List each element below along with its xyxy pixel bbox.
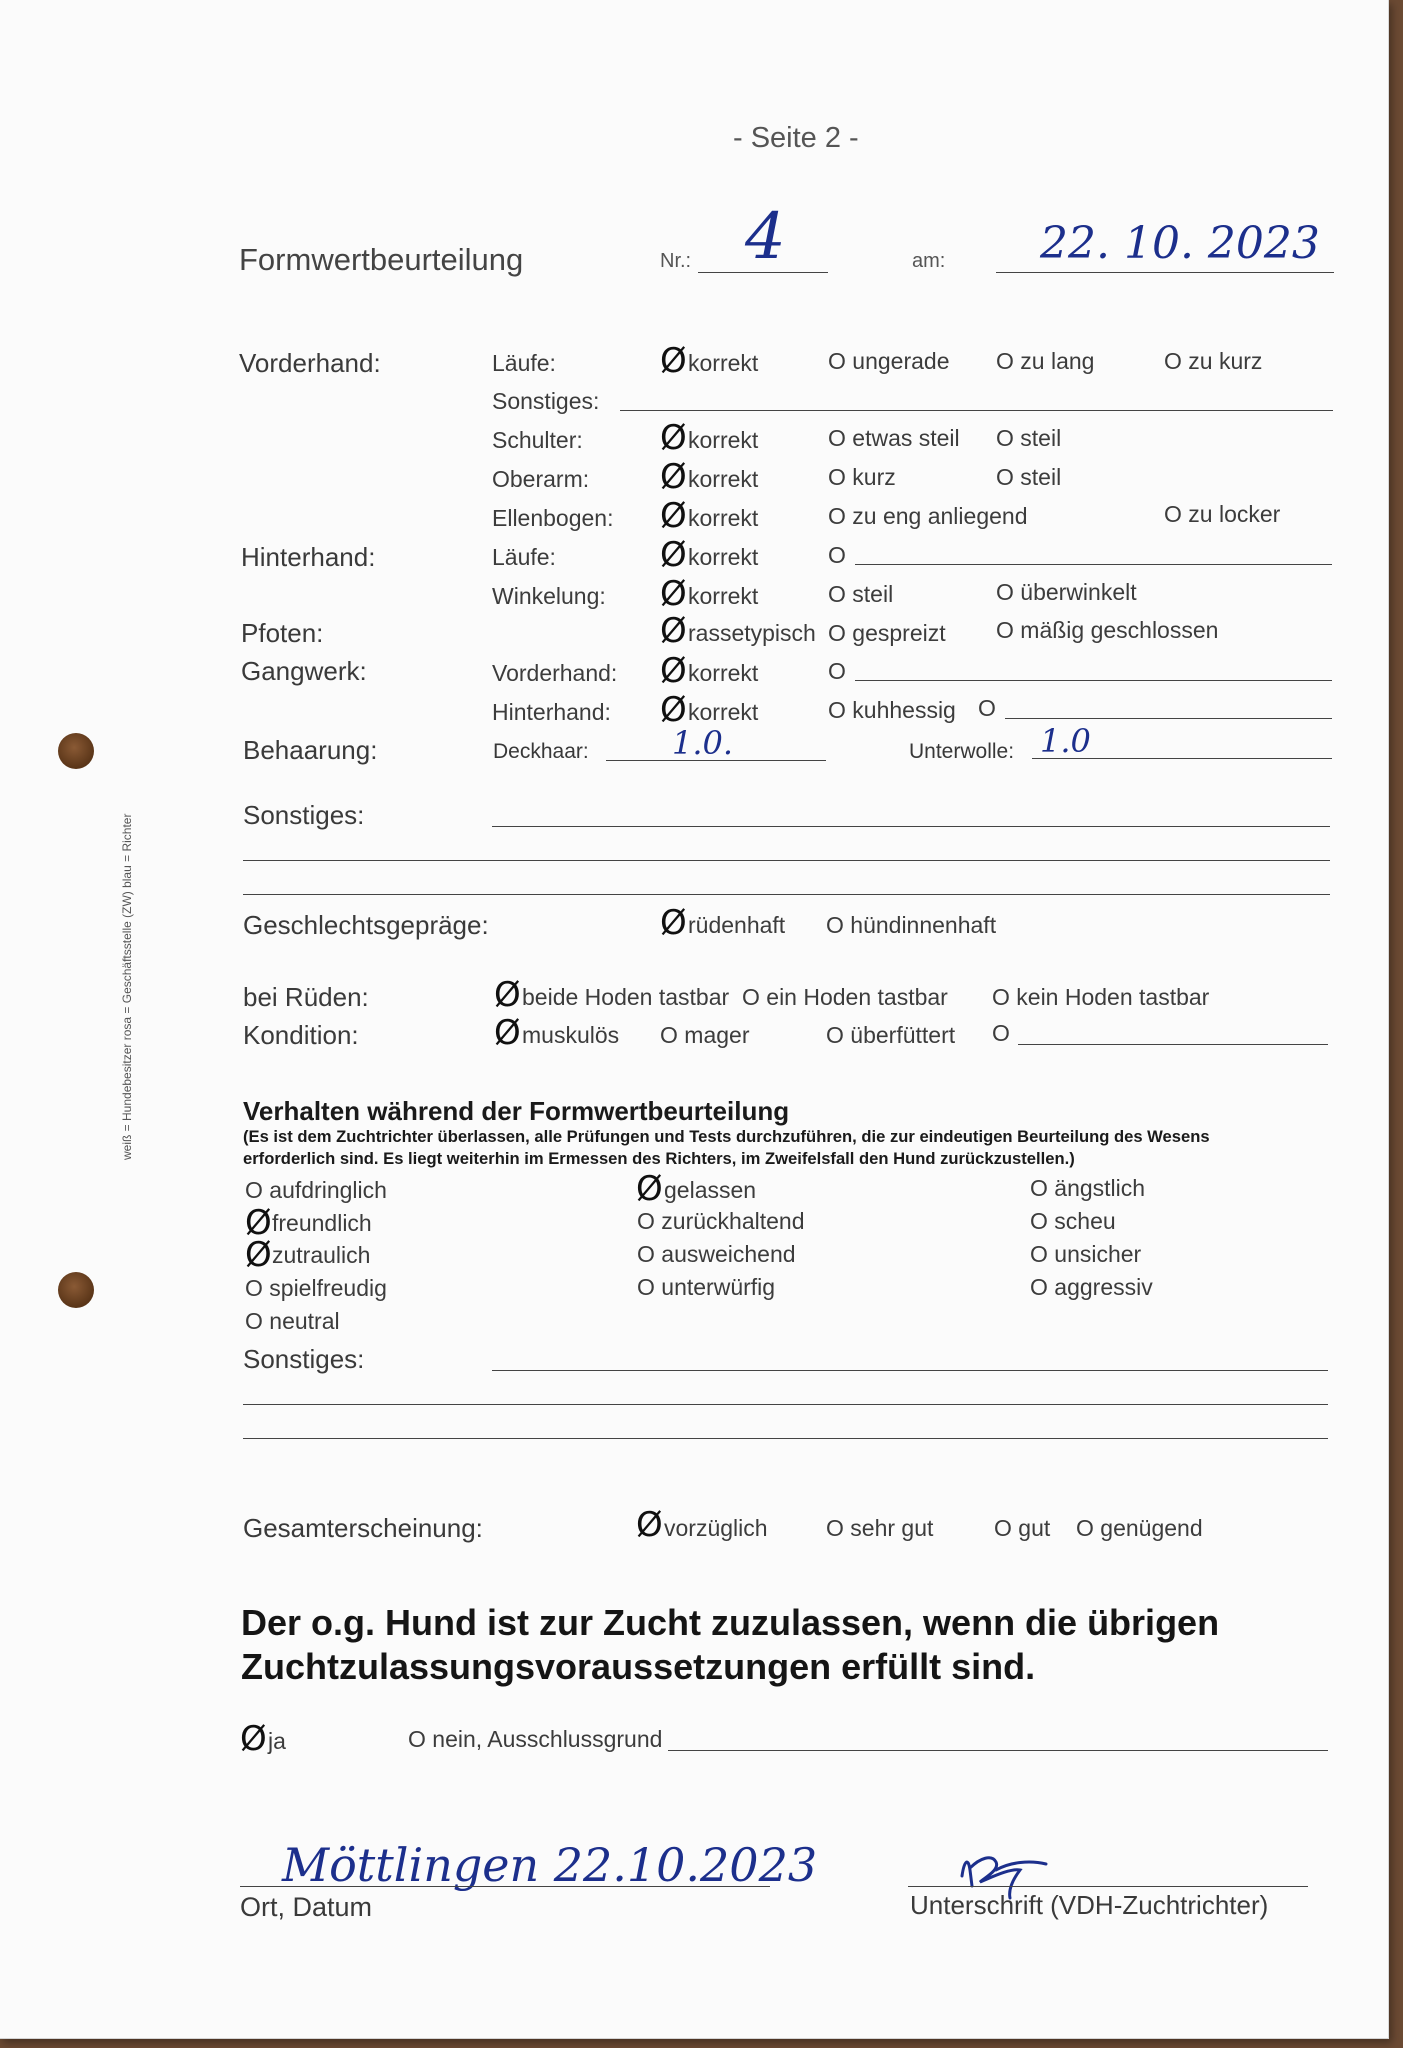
- decision-text: Der o.g. Hund ist zur Zucht zuzulassen, wenn die übrigen: [241, 1602, 1220, 1643]
- date-handwritten: 22. 10. 2023: [1040, 218, 1320, 269]
- behavior-option: O neutral: [245, 1308, 340, 1334]
- sonstiges-line: [620, 410, 1333, 411]
- option: O sehr gut: [826, 1515, 934, 1541]
- option: O hündinnenhaft: [826, 912, 997, 938]
- option: O gespreizt: [828, 620, 946, 646]
- label-kondition: Kondition:: [243, 1020, 359, 1050]
- checkmark: Ø: [660, 903, 687, 943]
- label-sonstiges: Sonstiges:: [243, 800, 365, 830]
- option-checked: korrekt: [688, 466, 759, 492]
- ort-datum-label: Ort, Datum: [240, 1892, 373, 1922]
- option-checked: korrekt: [688, 505, 759, 531]
- option-checked: rüdenhaft: [688, 912, 786, 938]
- option: O kurz: [828, 464, 896, 490]
- option-checked: korrekt: [688, 427, 759, 453]
- deckhaar-handwritten: 1.0.: [672, 724, 734, 762]
- option-checked: ja: [268, 1728, 286, 1754]
- punch-hole: [58, 733, 94, 769]
- option: O genügend: [1076, 1515, 1203, 1541]
- label-gangwerk: Gangwerk:: [241, 656, 367, 686]
- option-checked: korrekt: [688, 583, 759, 609]
- signature-label: Unterschrift (VDH-Zuchtrichter): [910, 1890, 1269, 1920]
- checkmark: Ø: [660, 651, 687, 691]
- option: O zu lang: [996, 348, 1095, 374]
- checkmark: Ø: [660, 690, 687, 730]
- behavior-option-checked: zutraulich: [272, 1242, 371, 1268]
- sonstiges-line: [243, 894, 1330, 895]
- behavior-option: O ausweichend: [637, 1241, 796, 1267]
- option: O ein Hoden tastbar: [742, 984, 948, 1010]
- sublabel-unterwolle: Unterwolle:: [909, 740, 1015, 763]
- sublabel-hinterhand: Hinterhand:: [492, 699, 611, 725]
- label-bei-rueden: bei Rüden:: [243, 982, 369, 1012]
- option: O kein Hoden tastbar: [992, 984, 1210, 1010]
- option: O steil: [996, 464, 1062, 490]
- nr-handwritten: 4: [745, 200, 786, 274]
- place-date-handwritten: Möttlingen 22.10.2023: [282, 1838, 818, 1892]
- checkmark: Ø: [245, 1203, 272, 1243]
- behavior-option: O unsicher: [1030, 1241, 1142, 1267]
- label-behaarung: Behaarung:: [243, 735, 378, 765]
- option-checked: muskulös: [522, 1022, 620, 1048]
- ort-datum-line: [240, 1886, 770, 1887]
- option: O etwas steil: [828, 425, 960, 451]
- option: O zu kurz: [1164, 348, 1263, 374]
- option: O: [828, 658, 846, 684]
- option-checked: korrekt: [688, 350, 759, 376]
- sonstiges-line: [243, 860, 1330, 861]
- label-gesamterscheinung: Gesamterscheinung:: [243, 1513, 483, 1543]
- label-hinterhand: Hinterhand:: [241, 542, 376, 572]
- checkmark: Ø: [660, 457, 687, 497]
- checkmark: Ø: [660, 418, 687, 458]
- option: O: [992, 1020, 1010, 1046]
- option: O zu eng anliegend: [828, 503, 1028, 529]
- option: O ungerade: [828, 348, 950, 374]
- g-hinterhand-line: [1005, 718, 1332, 719]
- checkmark: Ø: [660, 535, 687, 575]
- label-vorderhand: Vorderhand:: [239, 348, 381, 378]
- behavior-option: O scheu: [1030, 1208, 1116, 1234]
- checkmark: Ø: [660, 496, 687, 536]
- behavior-option: O unterwürfig: [637, 1274, 776, 1300]
- checkmark: Ø: [660, 341, 687, 381]
- ausschlussgrund-line: [668, 1750, 1328, 1751]
- option: O gut: [994, 1515, 1051, 1541]
- option-checked: korrekt: [688, 699, 759, 725]
- sublabel-laeufe: Läufe:: [492, 544, 556, 570]
- option: O: [978, 695, 996, 721]
- sublabel-schulter: Schulter:: [492, 427, 583, 453]
- sublabel-oberarm: Oberarm:: [492, 466, 590, 492]
- option-checked: korrekt: [688, 544, 759, 570]
- behavior-sonstiges-line: [243, 1438, 1328, 1439]
- behavior-option-checked: freundlich: [272, 1210, 372, 1236]
- checkmark: Ø: [660, 574, 687, 614]
- option-checked: beide Hoden tastbar: [522, 984, 730, 1010]
- option: O steil: [996, 425, 1062, 451]
- sublabel-sonstiges: Sonstiges:: [492, 388, 600, 414]
- behavior-note: (Es ist dem Zuchtrichter überlassen, alle Prüfungen und Tests durchzuführen, die zur eindeutigen Beurteilung des Wesens: [243, 1127, 1210, 1146]
- label-pfoten: Pfoten:: [241, 618, 324, 648]
- page-number: - Seite 2 -: [733, 122, 859, 154]
- nr-label: Nr.:: [660, 250, 692, 272]
- option: O nein, Ausschlussgrund: [408, 1726, 663, 1752]
- behavior-option: O aufdringlich: [245, 1177, 387, 1203]
- sublabel-vorderhand: Vorderhand:: [492, 660, 618, 686]
- checkmark: Ø: [494, 975, 521, 1015]
- option: O zu locker: [1164, 501, 1281, 527]
- behavior-option: O zurückhaltend: [637, 1208, 805, 1234]
- behavior-sonstiges-line: [492, 1370, 1328, 1371]
- option: O kuhhessig: [828, 697, 956, 723]
- option: O überwinkelt: [996, 579, 1137, 605]
- h-laeufe-line: [855, 564, 1332, 565]
- checkmark: Ø: [636, 1505, 663, 1545]
- signature-line: [908, 1886, 1308, 1887]
- option-checked: vorzüglich: [664, 1515, 768, 1541]
- checkmark: Ø: [660, 611, 687, 651]
- option-checked: korrekt: [688, 660, 759, 686]
- sublabel-deckhaar: Deckhaar:: [493, 740, 589, 763]
- copy-color-note: weiß = Hundebesitzer rosa = Geschäftsstelle (ZW) blau = Richter: [120, 813, 134, 1160]
- checkmark: Ø: [494, 1013, 521, 1053]
- checkmark: Ø: [245, 1235, 272, 1275]
- date-label: am:: [912, 250, 946, 272]
- sublabel-ellenbogen: Ellenbogen:: [492, 505, 614, 531]
- option-checked: rassetypisch: [688, 620, 816, 646]
- option: O mäßig geschlossen: [996, 617, 1219, 643]
- option: O: [828, 542, 846, 568]
- checkmark: Ø: [240, 1719, 267, 1759]
- option: O überfüttert: [826, 1022, 956, 1048]
- checkmark: Ø: [636, 1169, 663, 1209]
- sonstiges-line: [492, 826, 1330, 827]
- punch-hole: [58, 1272, 94, 1308]
- kondition-line: [1018, 1044, 1328, 1045]
- behavior-sonstiges-line: [243, 1404, 1328, 1405]
- behavior-title: Verhalten während der Formwertbeurteilung: [243, 1096, 790, 1126]
- behavior-note: erforderlich sind. Es liegt weiterhin im Ermessen des Richters, im Zweifelsfall den Hund zurückzustellen.): [243, 1149, 1075, 1168]
- option: O mager: [660, 1022, 750, 1048]
- label-geschlechtsgepraege: Geschlechtsgepräge:: [243, 910, 489, 940]
- form-title: Formwertbeurteilung: [239, 242, 524, 277]
- decision-text: Zuchtzulassungsvoraussetzungen erfüllt sind.: [241, 1646, 1036, 1687]
- option: O steil: [828, 581, 894, 607]
- date-line: [996, 272, 1334, 273]
- label-behavior-sonstiges: Sonstiges:: [243, 1344, 365, 1374]
- sublabel-winkelung: Winkelung:: [492, 583, 606, 609]
- unterwolle-handwritten: 1.0: [1040, 722, 1091, 760]
- behavior-option: O ängstlich: [1030, 1175, 1146, 1201]
- g-vorderhand-line: [855, 680, 1332, 681]
- behavior-option-checked: gelassen: [664, 1177, 757, 1203]
- sublabel-laeufe: Läufe:: [492, 350, 556, 376]
- behavior-option: O aggressiv: [1030, 1274, 1153, 1300]
- behavior-option: O spielfreudig: [245, 1275, 387, 1301]
